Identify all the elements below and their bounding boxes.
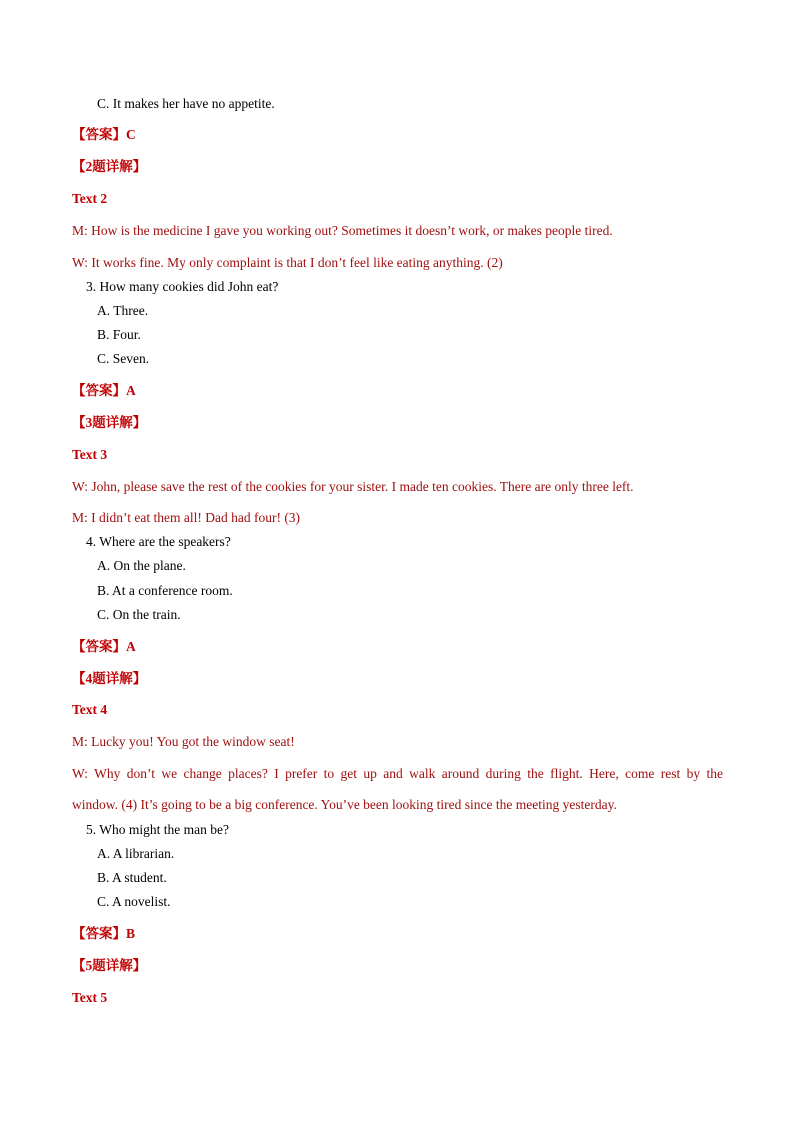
q4-transcript-m: M: Lucky you! You got the window seat! bbox=[72, 734, 295, 749]
q3-question: 3. How many cookies did John eat? bbox=[86, 279, 279, 294]
q5-answer: 【答案】B bbox=[72, 926, 136, 941]
q5-option-b: B. A student. bbox=[97, 870, 167, 885]
q3-option-b: B. Four. bbox=[97, 327, 141, 342]
q5-detail-heading: 【5题详解】 bbox=[72, 958, 147, 973]
q3-answer: 【答案】A bbox=[72, 383, 136, 398]
q3-detail-heading: 【3题详解】 bbox=[72, 415, 147, 430]
q4-option-c: C. On the train. bbox=[97, 607, 181, 622]
q4-answer: 【答案】A bbox=[72, 639, 136, 654]
q2-transcript-m: M: How is the medicine I gave you working out? Sometimes it doesn’t work, or makes people tired. bbox=[72, 223, 613, 238]
q2-option-c: C. It makes her have no appetite. bbox=[97, 96, 275, 111]
q4-question: 4. Where are the speakers? bbox=[86, 534, 231, 549]
q5-option-c: C. A novelist. bbox=[97, 894, 171, 909]
q3-option-a: A. Three. bbox=[97, 303, 149, 318]
q5-text-label: Text 5 bbox=[72, 990, 108, 1005]
q4-text-label: Text 4 bbox=[72, 702, 108, 717]
q4-transcript-w-line2: window. (4) It’s going to be a big conference. You’ve been looking tired since the meeting yesterday. bbox=[72, 797, 617, 812]
q4-option-b: B. At a conference room. bbox=[97, 583, 233, 598]
q2-answer: 【答案】C bbox=[72, 127, 136, 142]
q4-detail-heading: 【4题详解】 bbox=[72, 671, 147, 686]
q4-option-a: A. On the plane. bbox=[97, 558, 186, 573]
q2-transcript-w: W: It works fine. My only complaint is that I don’t feel like eating anything. (2) bbox=[72, 255, 503, 270]
q5-question: 5. Who might the man be? bbox=[86, 822, 229, 837]
q3-text-label: Text 3 bbox=[72, 447, 108, 462]
q2-detail-heading: 【2题详解】 bbox=[72, 159, 147, 174]
q5-option-a: A. A librarian. bbox=[97, 846, 175, 861]
q3-transcript-w: W: John, please save the rest of the cookies for your sister. I made ten cookies. There are only three left. bbox=[72, 479, 634, 494]
q3-option-c: C. Seven. bbox=[97, 351, 150, 366]
q3-transcript-m: M: I didn’t eat them all! Dad had four! (3) bbox=[72, 510, 301, 525]
q4-transcript-w-line1: W: Why don’t we change places? I prefer to get up and walk around during the flight. Here, come rest by the bbox=[72, 766, 723, 781]
q2-text-label: Text 2 bbox=[72, 191, 108, 206]
